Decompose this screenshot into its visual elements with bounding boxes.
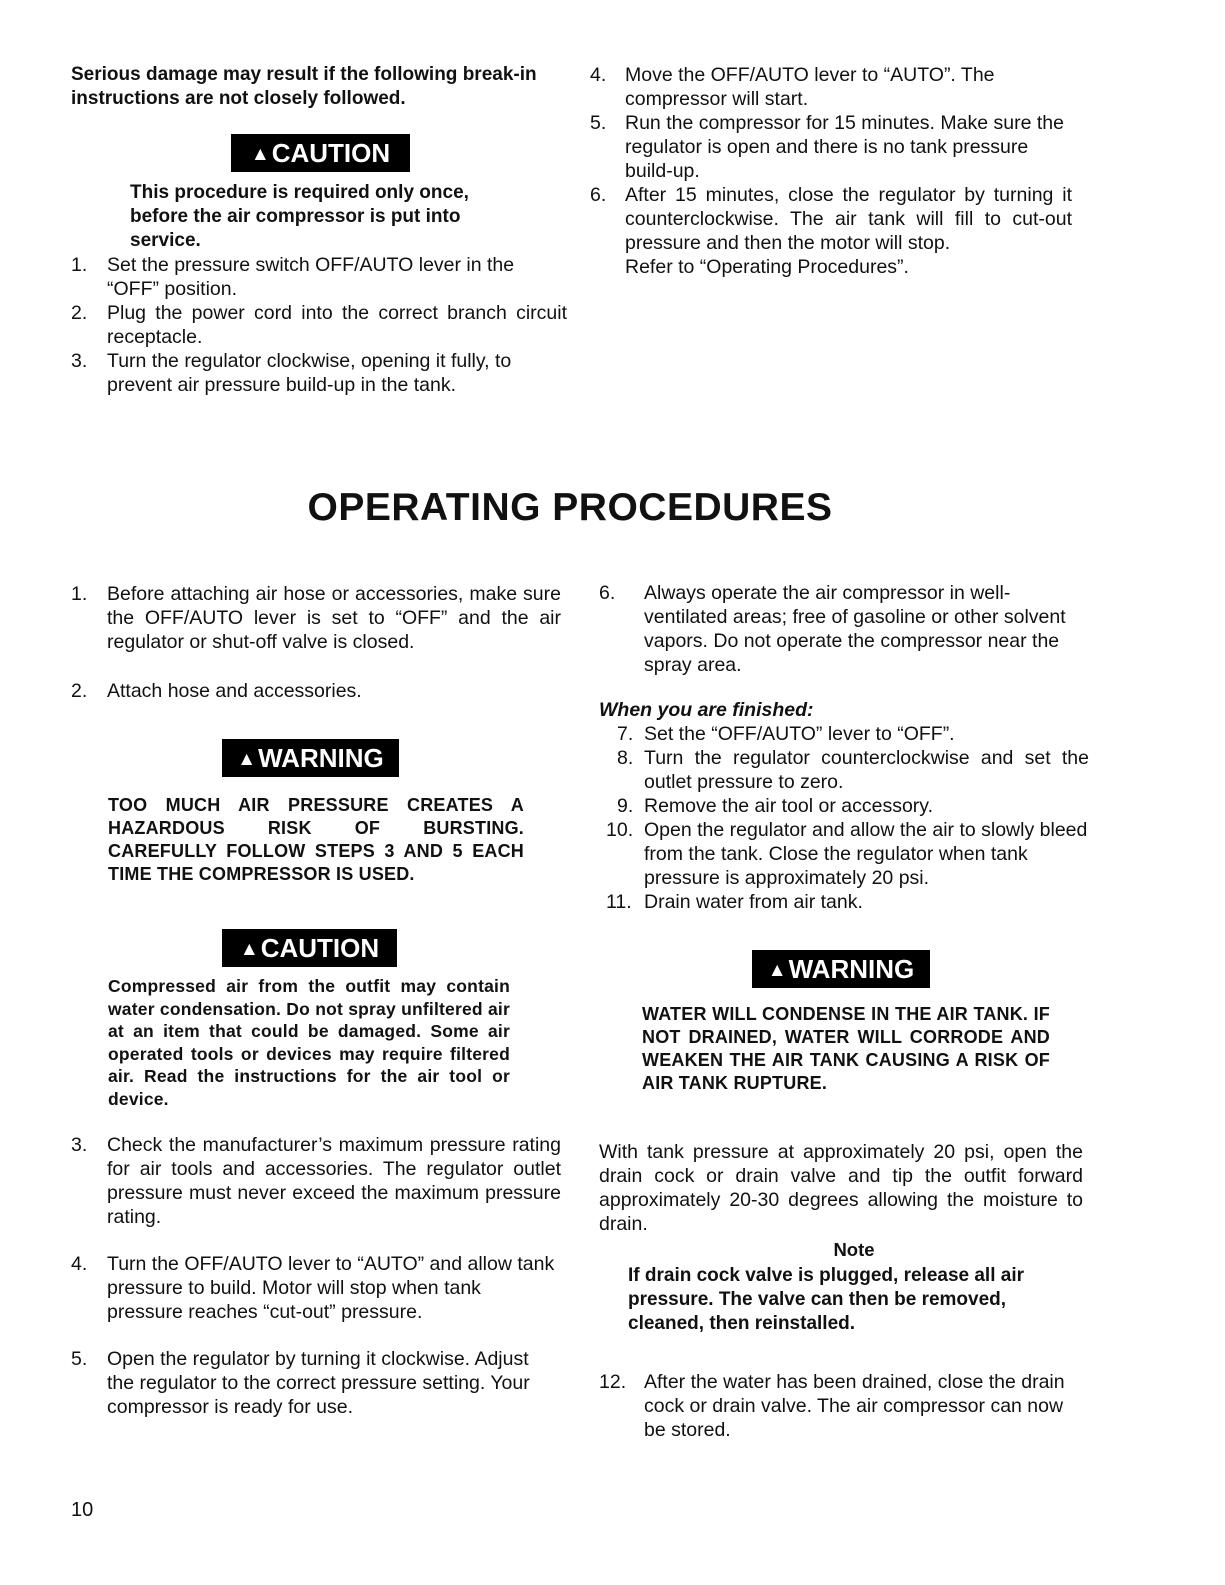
drain-paragraph: With tank pressure at approximately 20 psi, open the drain cock or drain valve and tip the outfit forward approximately 20-30 degrees allowing the moisture to drain. bbox=[599, 1141, 1083, 1235]
step-text: After 15 minutes, close the regulator by turning it counterclockwise. The air tank will fill to cut-out pressure and then the motor will stop. bbox=[625, 184, 1072, 254]
step-number: 5. bbox=[590, 112, 607, 134]
op-step-2 bbox=[71, 679, 561, 703]
step-text: Set the pressure switch OFF/AUTO lever in the “OFF” position. bbox=[107, 254, 515, 300]
step-text: Set the “OFF/AUTO” lever to “OFF”. bbox=[644, 723, 955, 745]
warning-triangle-icon: ▲ bbox=[239, 939, 259, 960]
caution-text-2: Compressed air from the outfit may contain water condensation. Do not spray unfiltered air at an item that could be damaged. Some air operated tools or devices may require filtered air. Read the instructions for the air tool or device. bbox=[108, 976, 510, 1109]
caution-badge-2 bbox=[222, 929, 397, 967]
finish-step-7 bbox=[599, 722, 1089, 746]
step-number: 4. bbox=[590, 64, 607, 86]
step-number: 10. bbox=[606, 819, 634, 841]
warning-triangle-icon: ▲ bbox=[767, 960, 787, 981]
step-text: Turn the OFF/AUTO lever to “AUTO” and allow tank pressure to build. Motor will stop when tank pressure reaches “cut-out” pressure. bbox=[107, 1253, 555, 1323]
warning-text-1: TOO MUCH AIR PRESSURE CREATES A HAZARDOUS RISK OF BURSTING. CAREFULLY FOLLOW STEPS 3 AND 5 EACH TIME THE COMPRESSOR IS USED. bbox=[108, 795, 524, 884]
finish-step-11 bbox=[599, 890, 1089, 914]
op-step-4 bbox=[71, 1252, 561, 1324]
step-number: 7. bbox=[617, 723, 634, 745]
step-number: 6. bbox=[599, 582, 616, 604]
note-text: If drain cock valve is plugged, release all air pressure. The valve can then be removed, cleaned, then reinstalled. bbox=[628, 1265, 1025, 1334]
step-text: Turn the regulator clockwise, opening it fully, to prevent air pressure build-up in the tank. bbox=[107, 350, 512, 396]
step-text-reference: Refer to “Operating Procedures”. bbox=[625, 256, 909, 278]
step-number: 2. bbox=[71, 680, 88, 702]
step-number: 3. bbox=[71, 1134, 88, 1156]
break-in-step-3 bbox=[71, 349, 567, 397]
step-text: Move the OFF/AUTO lever to “AUTO”. The compressor will start. bbox=[625, 64, 995, 110]
step-number: 3. bbox=[71, 350, 88, 372]
break-in-step-1 bbox=[71, 253, 567, 301]
break-in-step-2 bbox=[71, 301, 567, 349]
step-text: Before attaching air hose or accessories, make sure the OFF/AUTO lever is set to “OFF” and the air regulator or shut-off valve is closed. bbox=[107, 583, 561, 653]
warning-text-2: WATER WILL CONDENSE IN THE AIR TANK. IF NOT DRAINED, WATER WILL CORRODE AND WEAKEN THE AIR TANK CAUSING A RISK OF AIR TANK RUPTURE. bbox=[642, 1004, 1050, 1093]
caution-text-top: This procedure is required only once, before the air compressor is put into service. bbox=[130, 182, 469, 251]
break-in-step-5 bbox=[590, 111, 1072, 183]
step-number: 6. bbox=[590, 184, 607, 206]
caution-label: CAUTION bbox=[271, 138, 391, 168]
step-number: 12. bbox=[599, 1371, 627, 1393]
op-step-3 bbox=[71, 1133, 561, 1229]
step-text: Open the regulator and allow the air to slowly bleed from the tank. Close the regulator when tank pressure is approximately 20 psi. bbox=[644, 819, 1088, 889]
note-heading: Note bbox=[833, 1239, 875, 1260]
break-in-step-4 bbox=[590, 63, 1072, 111]
op-step-1 bbox=[71, 582, 561, 654]
finished-heading: When you are finished: bbox=[599, 699, 814, 721]
step-12 bbox=[599, 1370, 1089, 1442]
step-text: Check the manufacturer’s maximum pressure rating for air tools and accessories. The regulator outlet pressure must never exceed the maximum pressure rating. bbox=[107, 1134, 561, 1228]
serious-damage-notice: Serious damage may result if the following break-in instructions are not closely followed. bbox=[71, 64, 537, 109]
step-number: 2. bbox=[71, 302, 88, 324]
warning-triangle-icon: ▲ bbox=[250, 144, 270, 165]
step-number: 8. bbox=[617, 747, 634, 769]
step-text: Always operate the air compressor in well-ventilated areas; free of gasoline or other solvent vapors. Do not operate the compressor near the spray area. bbox=[644, 582, 1066, 676]
step-text: Turn the regulator counterclockwise and set the outlet pressure to zero. bbox=[644, 747, 1089, 793]
finish-step-9 bbox=[599, 794, 1089, 818]
step-number: 9. bbox=[617, 795, 634, 817]
warning-label: WARNING bbox=[258, 743, 384, 773]
step-text: Run the compressor for 15 minutes. Make sure the regulator is open and there is no tank pressure build-up. bbox=[625, 112, 1064, 182]
caution-label: CAUTION bbox=[260, 933, 380, 963]
step-text: Plug the power cord into the correct branch circuit receptacle. bbox=[107, 302, 567, 348]
finish-step-10 bbox=[599, 818, 1089, 890]
warning-label: WARNING bbox=[788, 954, 915, 984]
step-text: Remove the air tool or accessory. bbox=[644, 795, 934, 817]
step-text: After the water has been drained, close the drain cock or drain valve. The air compressor can now be stored. bbox=[644, 1371, 1065, 1441]
page-number: 10 bbox=[71, 1499, 94, 1521]
section-title: OPERATING PROCEDURES bbox=[307, 486, 833, 529]
step-number: 1. bbox=[71, 254, 88, 276]
step-text: Attach hose and accessories. bbox=[107, 680, 362, 702]
step-text: Open the regulator by turning it clockwise. Adjust the regulator to the correct pressure setting. Your compressor is ready for use. bbox=[107, 1348, 530, 1418]
caution-badge-top bbox=[231, 134, 410, 172]
op-step-6 bbox=[599, 581, 1089, 677]
step-text: Drain water from air tank. bbox=[644, 891, 863, 913]
warning-triangle-icon: ▲ bbox=[237, 749, 257, 770]
step-number: 5. bbox=[71, 1348, 88, 1370]
step-number: 1. bbox=[71, 583, 88, 605]
step-number: 11. bbox=[606, 891, 632, 913]
warning-badge-1 bbox=[222, 739, 399, 777]
break-in-step-6 bbox=[590, 183, 1072, 279]
op-step-5 bbox=[71, 1347, 561, 1419]
step-number: 4. bbox=[71, 1253, 88, 1275]
finish-step-8 bbox=[599, 746, 1089, 794]
warning-badge-2 bbox=[752, 950, 930, 988]
